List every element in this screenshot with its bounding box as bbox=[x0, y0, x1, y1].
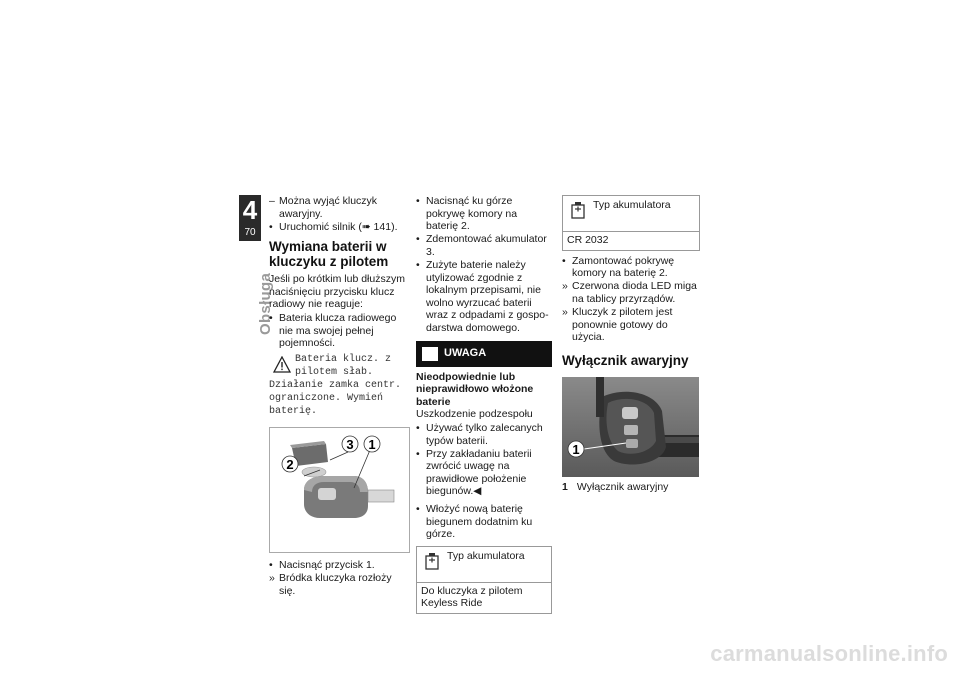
list-notice bbox=[416, 422, 552, 498]
list-item: • Bateria klucza radiowego nie ma swojej pełnej pojemności. bbox=[269, 312, 409, 350]
table-header-text: Typ akumulatora bbox=[447, 549, 525, 562]
figure-legend bbox=[562, 481, 700, 494]
warning-message-text: Bateria klucz. z pilotem słab. Działanie zamka centr. ograniczone. Wymień baterię. bbox=[269, 353, 402, 417]
list-item: • Zdemontować akumulator 3. bbox=[416, 233, 552, 258]
list-item: – Można wyjąć kluczyk awaryjny. bbox=[269, 195, 409, 220]
battery-table bbox=[562, 195, 700, 251]
intro-text: Jeśli po krótkim lub dłuższym naciśnięciu przycisku klucz radiowy nie reaguje: bbox=[269, 273, 405, 311]
notice-header bbox=[416, 341, 552, 367]
list-top bbox=[269, 195, 409, 233]
list-item: » Czerwona dioda LED miga na tablicy przyrządów. bbox=[562, 280, 700, 305]
list-top bbox=[416, 195, 552, 335]
section-title: Obsługa bbox=[257, 272, 274, 335]
list-bottom bbox=[269, 559, 409, 597]
list-item: • Zużyte baterie należy utylizować zgodnie z lokalnym przepisami, nie wolno wyrzucać baterii wraz z odpadami z gospodarstwa domowego. bbox=[416, 259, 552, 335]
callout-2: 2 bbox=[286, 456, 294, 472]
legend-number: 1 bbox=[562, 481, 568, 494]
side-title-wrap bbox=[232, 255, 274, 335]
list-item: • Nacisnąć przycisk 1. bbox=[269, 559, 409, 572]
notice-title: Nieodpowiednie lub nieprawidłowo włożone baterie bbox=[416, 370, 534, 408]
warning-triangle-icon bbox=[273, 356, 291, 374]
list-steps bbox=[562, 255, 700, 344]
notice-gear-icon bbox=[422, 347, 438, 361]
legend-text: Wyłącznik awaryjny bbox=[576, 481, 669, 494]
column-3 bbox=[562, 195, 700, 494]
section-heading: Wymiana baterii w kluczyku z pilotem bbox=[269, 239, 389, 269]
handlebar-photo bbox=[562, 377, 699, 477]
battery-table bbox=[416, 546, 552, 614]
display-message bbox=[269, 353, 409, 418]
list-item: • Zamontować pokrywę komory na baterię 2. bbox=[562, 255, 700, 280]
list-item: » Bródka kluczyka rozłoży się. bbox=[269, 572, 409, 597]
notice-text: Uszkodzenie podzespołu bbox=[416, 408, 533, 421]
watermark-link[interactable]: carmanualsonline.info bbox=[710, 641, 948, 666]
list-mid bbox=[269, 312, 409, 350]
key-figure bbox=[269, 427, 410, 553]
table-value: Do kluczyka z pilotem Keyless Ride bbox=[421, 584, 523, 610]
table-value: CR 2032 bbox=[567, 234, 609, 246]
handlebar-switch-illustration bbox=[562, 377, 699, 477]
chapter-number: 4 bbox=[242, 195, 258, 225]
callout-1: 1 bbox=[572, 442, 580, 458]
table-header bbox=[417, 547, 551, 583]
table-header bbox=[563, 196, 699, 232]
callout-3: 3 bbox=[346, 436, 354, 452]
battery-icon bbox=[571, 201, 585, 219]
list-item: • Używać tylko zalecanych typów baterii. bbox=[416, 422, 552, 447]
page-number: 70 bbox=[244, 227, 256, 238]
key-fob-illustration bbox=[270, 428, 409, 552]
battery-icon bbox=[425, 552, 439, 570]
notice-label: UWAGA bbox=[444, 346, 487, 359]
column-2 bbox=[416, 195, 552, 614]
list-after bbox=[416, 503, 552, 541]
list-item: • Włożyć nową baterię biegunem dodatnim ku górze. bbox=[416, 503, 552, 541]
list-item: • Przy zakładaniu baterii zwrócić uwagę na prawidłowe położenie biegunów.◀ bbox=[416, 448, 552, 498]
column-1 bbox=[269, 195, 409, 598]
list-item: • Uruchomić silnik (➠ 141). bbox=[269, 221, 409, 234]
section-heading: Wyłącznik awaryjny bbox=[562, 352, 689, 368]
table-header-text: Typ akumulatora bbox=[593, 199, 671, 211]
callout-1: 1 bbox=[368, 436, 376, 452]
list-item: » Kluczyk z pilotem jest ponownie gotowy do użycia. bbox=[562, 306, 700, 344]
list-item: • Nacisnąć ku górze pokrywę komory na baterię 2. bbox=[416, 195, 552, 233]
